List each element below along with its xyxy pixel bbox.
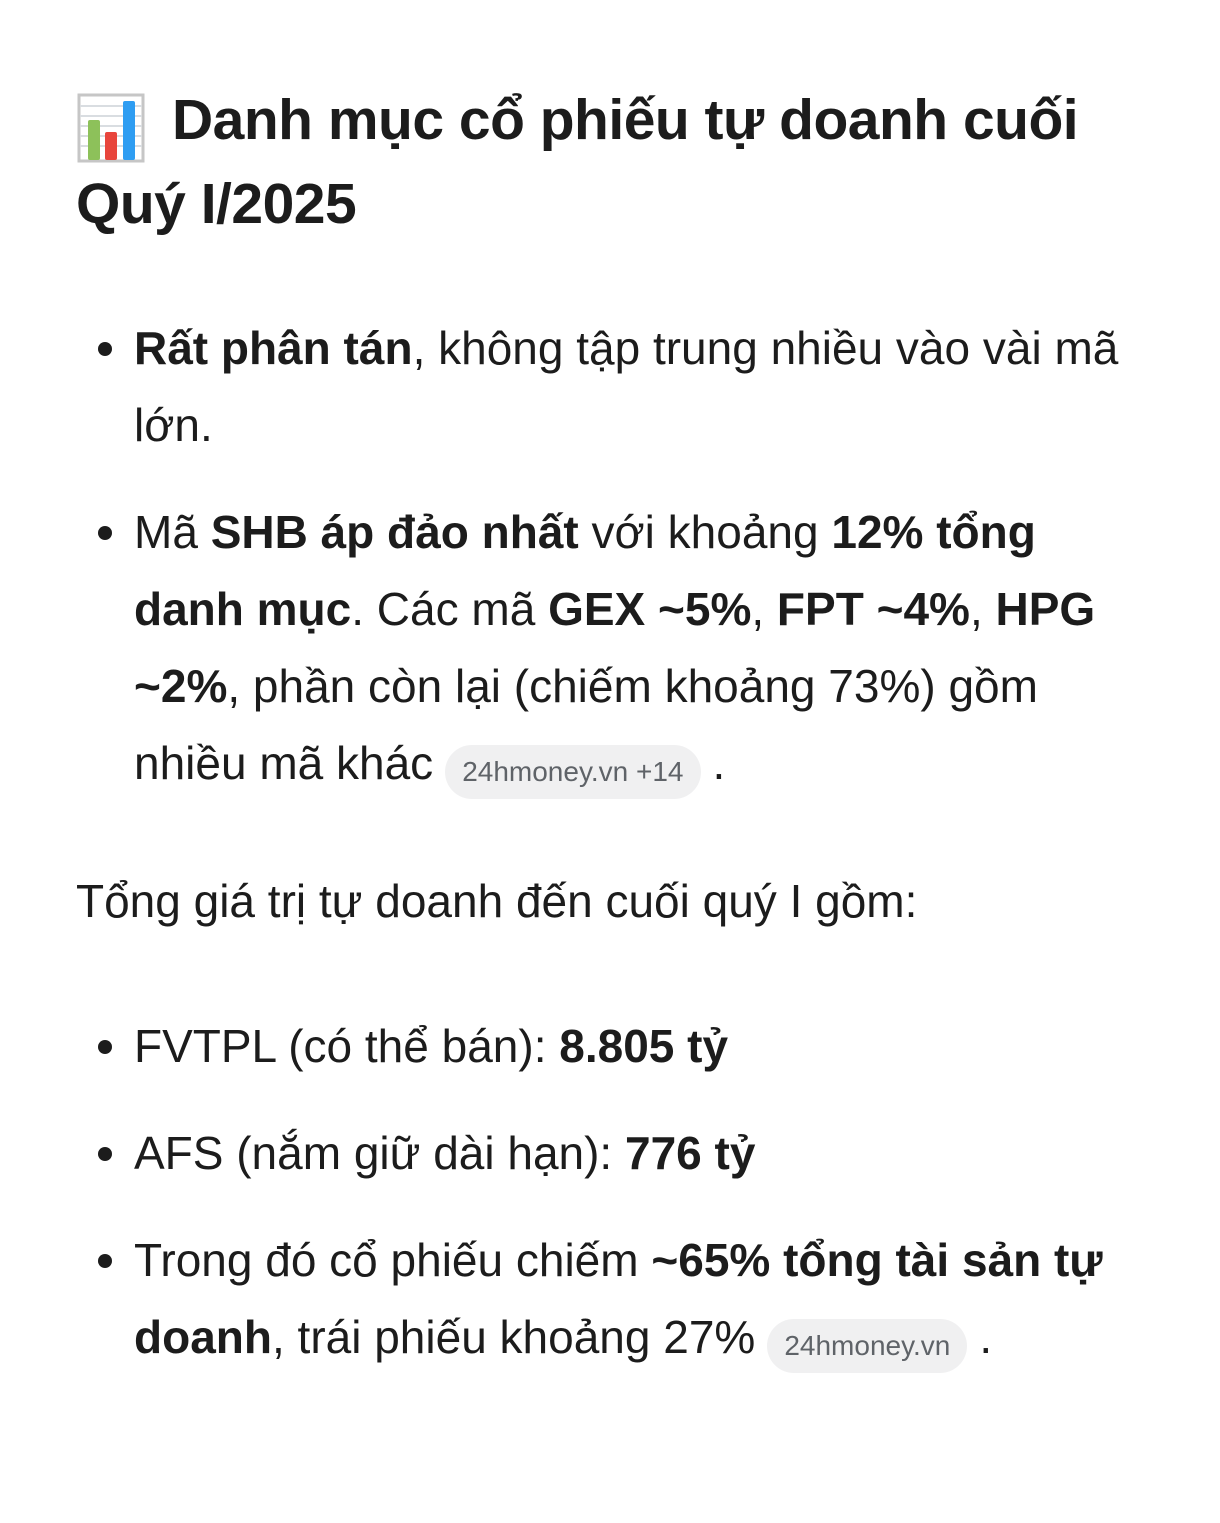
bar-chart-svg xyxy=(76,92,146,164)
article-body xyxy=(0,80,1220,1376)
text-run: HPG ~2% xyxy=(134,583,1096,712)
text-run: FPT ~4% xyxy=(776,583,970,635)
list-item xyxy=(76,1115,1134,1192)
list-item xyxy=(76,494,1134,802)
text-run: AFS (nắm giữ dài hạn): xyxy=(134,1127,625,1179)
text-run: , trái phiếu khoảng 27% xyxy=(271,1311,756,1363)
page-title-text: Danh mục cổ phiếu tự doanh cuối Quý I/2025 xyxy=(76,88,1079,236)
citation-pill[interactable]: 24hmoney.vn xyxy=(767,1319,967,1373)
text-run: 12% tổng danh mục xyxy=(134,506,1036,635)
text-run: 776 tỷ xyxy=(625,1127,756,1179)
text-run: SHB áp đảo nhất xyxy=(210,506,579,558)
list-item xyxy=(76,1008,1134,1085)
values-list xyxy=(76,1008,1134,1376)
page-title xyxy=(76,80,1134,244)
citation-pill[interactable]: 24hmoney.vn +14 xyxy=(445,745,700,799)
bar-chart-icon xyxy=(76,92,146,164)
text-run: Mã xyxy=(134,506,211,558)
text-run: Trong đó cổ phiếu chiếm xyxy=(134,1234,652,1286)
text-run: 8.805 tỷ xyxy=(559,1020,729,1072)
text-run: GEX ~5% xyxy=(548,583,752,635)
text-run: , phần còn lại (chiếm khoảng 73%) gồm nhiều mã khác xyxy=(134,660,1038,789)
list-item xyxy=(76,1222,1134,1376)
text-run: FVTPL (có thể bán): xyxy=(134,1020,560,1072)
text-run: . Các mã xyxy=(351,583,549,635)
text-run: . xyxy=(712,737,726,789)
text-run: , xyxy=(751,583,777,635)
text-run: ~65% tổng tài sản tự doanh xyxy=(134,1234,1103,1363)
text-run: với khoảng xyxy=(578,506,832,558)
text-run: , xyxy=(969,583,996,635)
summary-list xyxy=(76,310,1134,802)
text-run: Rất phân tán xyxy=(134,322,413,374)
section-lead: Tổng giá trị tự doanh đến cuối quý I gồm: xyxy=(76,875,918,927)
text-run: . xyxy=(979,1311,993,1363)
text-run: , không tập trung nhiều vào vài mã lớn. xyxy=(134,322,1119,451)
list-item xyxy=(76,310,1134,464)
